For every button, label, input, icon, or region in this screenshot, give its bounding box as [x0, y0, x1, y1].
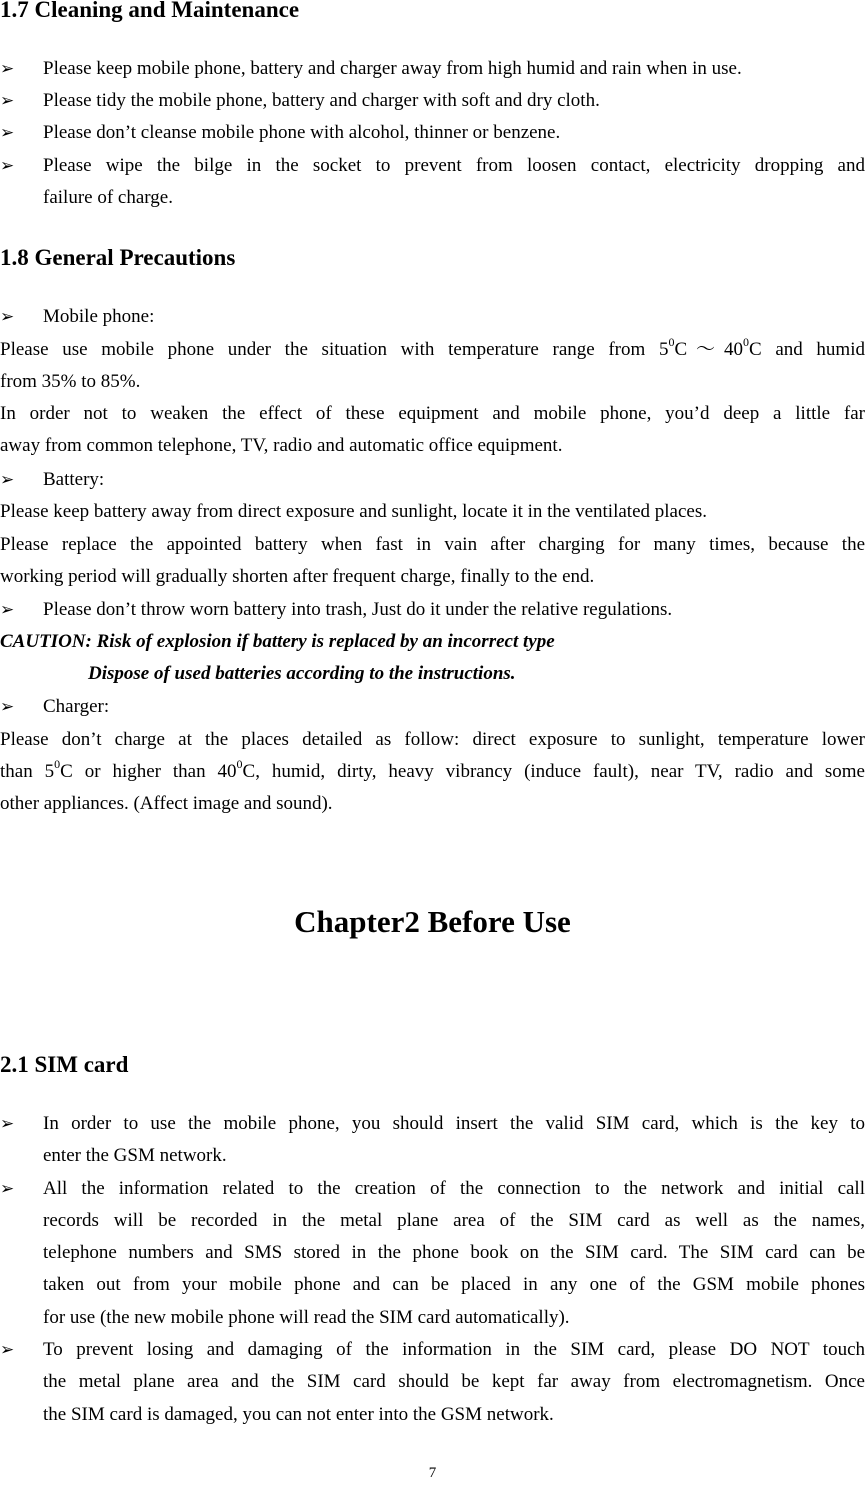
list-item-text: telephone numbers and SMS stored in the phone book on the SIM card. The SIM card can be [43, 1242, 865, 1263]
paragraph-line: away from common telephone, TV, radio and automatic office equipment. [0, 435, 563, 456]
text-run: C～40 [674, 339, 743, 360]
list-item-text: Battery: [43, 469, 105, 490]
paragraph-line: Please keep battery away from direct exposure and sunlight, locate it in the ventilated places. [0, 501, 707, 522]
caution-line: Dispose of used batteries according to the instructions. [88, 663, 516, 684]
arrow-bullet-icon: ➢ [0, 1340, 15, 1360]
list-item-text: failure of charge. [43, 187, 173, 208]
list-item-text: Please don’t throw worn battery into trash, Just do it under the relative regulations. [43, 599, 673, 620]
list-item-text: for use (the new mobile phone will read the SIM card automatically). [43, 1307, 570, 1328]
list-item-text: taken out from your mobile phone and can be placed in any one of the GSM mobile phones [43, 1274, 865, 1295]
arrow-bullet-icon: ➢ [0, 600, 15, 620]
section-heading-precautions: 1.8 General Precautions [0, 245, 236, 270]
superscript: 0 [742, 334, 749, 349]
arrow-bullet-icon: ➢ [0, 470, 15, 490]
list-item-text: Charger: [43, 696, 110, 717]
section-heading-cleaning: 1.7 Cleaning and Maintenance [0, 0, 300, 22]
list-item-text: In order to use the mobile phone, you should insert the valid SIM card, which is the key to [43, 1113, 865, 1134]
paragraph-line: In order not to weaken the effect of these equipment and mobile phone, you’d deep a little far [0, 403, 865, 424]
caution-line: CAUTION: Risk of explosion if battery is replaced by an incorrect type [0, 631, 555, 652]
arrow-bullet-icon: ➢ [0, 697, 15, 717]
list-item-text: the metal plane area and the SIM card should be kept far away from electromagnetism. Once [43, 1371, 865, 1392]
list-item-text: enter the GSM network. [43, 1145, 227, 1166]
text-run: C or higher than 40 [60, 761, 237, 782]
paragraph-line: Please don’t charge at the places detailed as follow: direct exposure to sunlight, temperature lower [0, 729, 865, 750]
paragraph-line [0, 334, 865, 367]
superscript: 0 [668, 334, 675, 349]
text-run: than 5 [0, 761, 55, 782]
paragraph-line: Please replace the appointed battery when fast in vain after charging for many times, because the [0, 534, 865, 555]
paragraph-line: other appliances. (Affect image and sound). [0, 793, 333, 814]
list-item-text: the SIM card is damaged, you can not enter into the GSM network. [43, 1404, 554, 1425]
list-item-text: Please wipe the bilge in the socket to prevent from loosen contact, electricity dropping and [43, 155, 865, 176]
text-run: Please use mobile phone under the situation with temperature range from 5 [0, 339, 669, 360]
paragraph-line [0, 756, 865, 789]
arrow-bullet-icon: ➢ [0, 59, 15, 79]
arrow-bullet-icon: ➢ [0, 123, 15, 143]
section-heading-sim-card: 2.1 SIM card [0, 1052, 129, 1077]
paragraph-line: from 35% to 85%. [0, 371, 141, 392]
superscript: 0 [54, 756, 61, 771]
list-item-text: To prevent losing and damaging of the information in the SIM card, please DO NOT touch [43, 1339, 865, 1360]
superscript: 0 [236, 756, 243, 771]
arrow-bullet-icon: ➢ [0, 1114, 15, 1134]
list-item-text: Please don’t cleanse mobile phone with alcohol, thinner or benzene. [43, 122, 561, 143]
page-number: 7 [428, 1465, 437, 1481]
arrow-bullet-icon: ➢ [0, 91, 15, 111]
list-item-text: Please keep mobile phone, battery and charger away from high humid and rain when in use. [43, 58, 742, 79]
list-item-text: All the information related to the creation of the connection to the network and initial call [43, 1178, 865, 1199]
text-run: C, humid, dirty, heavy vibrancy (induce fault), near TV, radio and some [242, 761, 865, 782]
arrow-bullet-icon: ➢ [0, 156, 15, 176]
chapter-title: Chapter2 Before Use [294, 904, 571, 939]
paragraph-line: working period will gradually shorten after frequent charge, finally to the end. [0, 566, 595, 587]
list-item-text: Please tidy the mobile phone, battery and charger with soft and dry cloth. [43, 90, 600, 111]
list-item-text: Mobile phone: [43, 306, 155, 327]
arrow-bullet-icon: ➢ [0, 1179, 15, 1199]
list-item-text: records will be recorded in the metal plane area of the SIM card as well as the names, [43, 1210, 865, 1231]
text-run: C and humid [748, 339, 865, 360]
arrow-bullet-icon: ➢ [0, 307, 15, 327]
